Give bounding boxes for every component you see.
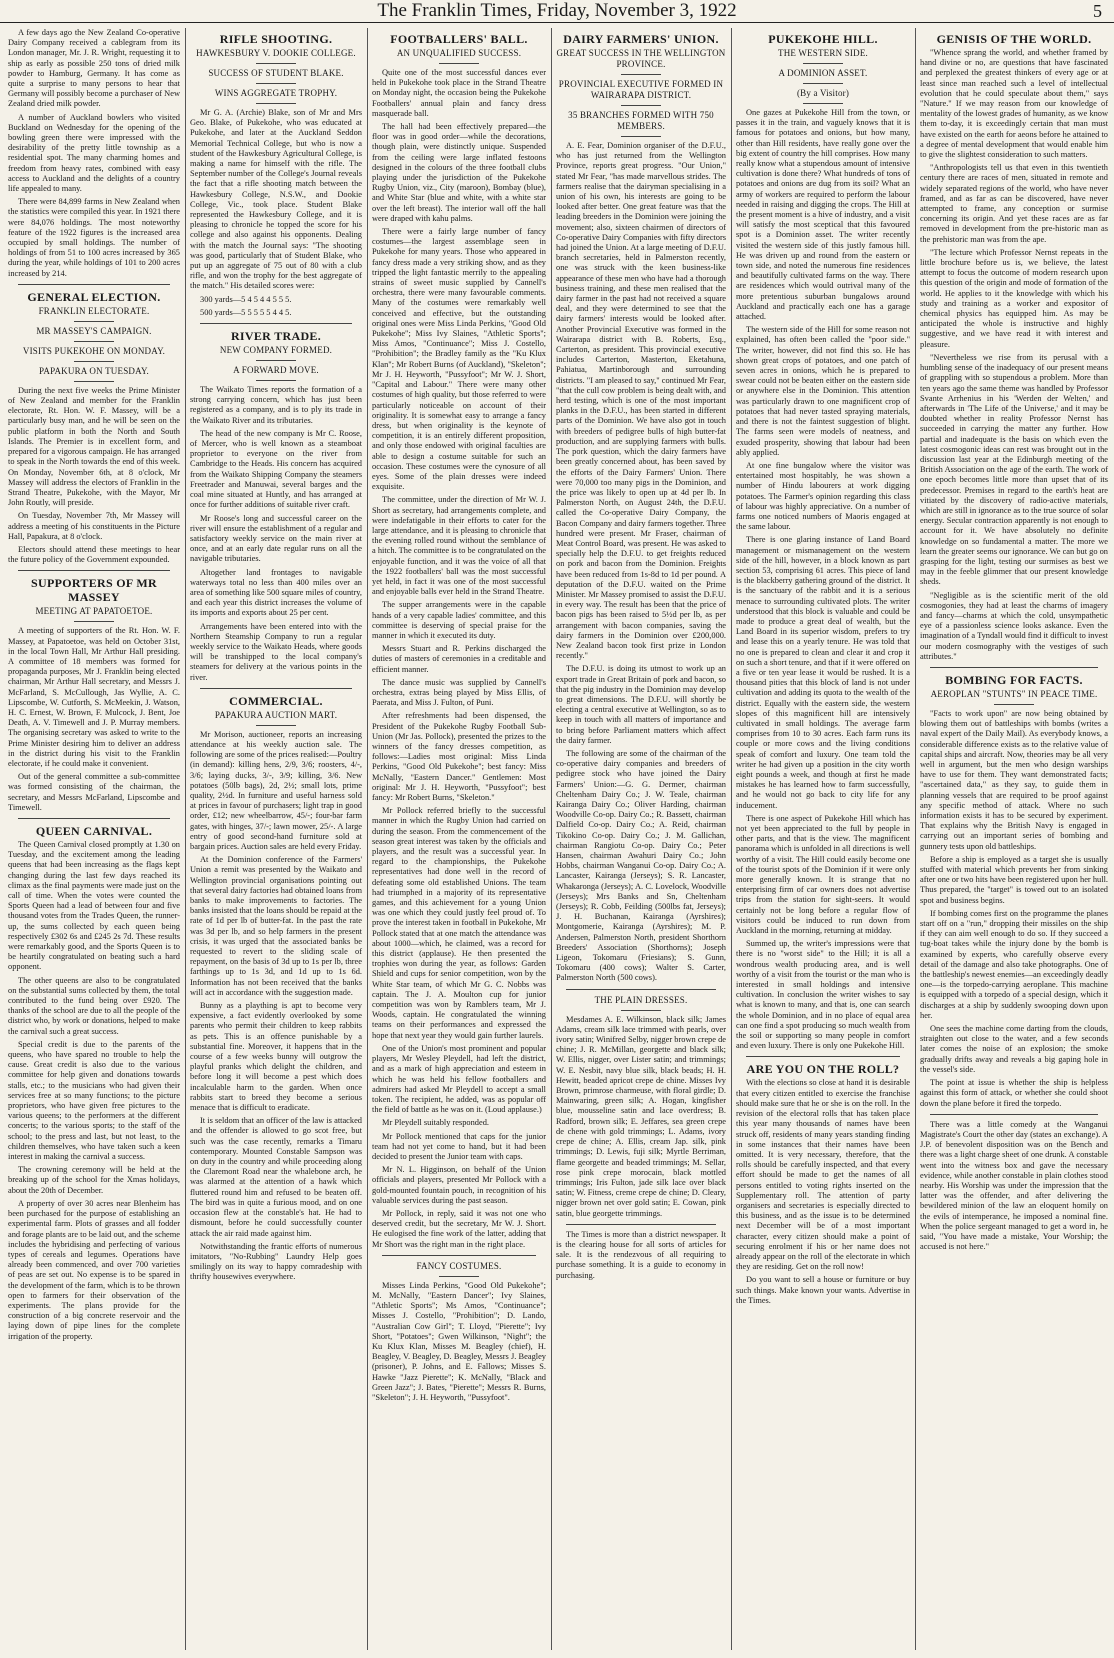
article-paragraph: There were a fairly large number of fancy costumes—the largest assemblage seen in Pukekohe for many years. Those who appeared in fancy dress made a very striking show, and as they tripped the light fantastic merrily to the appealing strains of sweet music supplied by Cannell's orchestra, there were many favourable comments. Many of the costumes were remarkably well conceived and effective, but the outstanding original ones were Miss Linda Perkins, "Good Old Pukekohe"; Miss Ivy Slaines, "Athletic Sports"; Miss Amos, "Continuance"; Miss J. Costello, "Prohibition"; the Bradley family as the "Ku Klux Klan"; Mr Robert Burns (of Auckland), "Skeleton"; Mr J. H. Heyworth, "Pussyfoot"; Mr W. J. Short, "Capital and Labour." There were many other costumes of high quality, but those referred to were particularly noticeable on account of their originality. It is somewhat easy to arrange a fancy dress, but when originality is the keynote of competition, it is an entirely different proposition, and only those endowed with original faculties are able to design a costume suitable for such an occasion. These costumes were the cynosure of all eyes. Some of the plain dresses were indeed exquisite. <box>372 227 546 492</box>
article-paragraph: On Tuesday, November 7th, Mr Massey will address a meeting of his constituents in the Picture Hall, Papakura, at 8 o'clock. <box>8 511 180 541</box>
article-paragraph: The committee, under the direction of Mr W. J. Short as secretary, had arrangements complete, and were indefatigable in their efforts to cater for the large attendance, and it is pleasing to chronicle that the evening rolled round without the semblance of a hitch. The committee is to be congratulated on the enjoyable function, and it was the voice of all that the 1922 footballers' ball was the most successful yet held, in fact it was one of the most successful and enjoyable balls ever held in the Strand Theatre. <box>372 495 546 597</box>
article-divider <box>566 1224 716 1225</box>
article-subheading: MR MASSEY'S CAMPAIGN. <box>36 325 152 336</box>
article-paragraph: Mr Roose's long and successful career on the river will ensure the establishment of a regular and satisfactory weekly service on the main river at once, and at an early date regular runs on all the navigable tributaries. <box>190 513 362 564</box>
subheading-rule <box>256 725 296 726</box>
article-headline: SUPPORTERS OF MR MASSEY <box>31 576 157 605</box>
article-subheading: PROVINCIAL EXECUTIVE FORMED IN WAIRARAPA DISTRICT. <box>558 79 724 100</box>
subheading-rule <box>74 381 114 382</box>
article-headline: ARE YOU ON THE ROLL? <box>746 1062 900 1077</box>
article-subheading: PAPAKURA AUCTION MART. <box>214 709 338 720</box>
article-paragraph: The point at issue is whether the ship is helpless against this form of attack, or whether she could shoot down the plane before it fired the torpedo. <box>920 1078 1108 1108</box>
article-subheading: 35 BRANCHES FORMED WITH 750 MEMBERS. <box>568 110 714 131</box>
article-paragraph: A property of over 30 acres near Blenheim has been purchased for the purpose of establishing an experimental farm. Plots of grasses and all fodder and forage plants are to be laid out, and the scheme includes the hybridising and perfecting of various types of cereals and legumes. Operations have already been commenced, and over 700 varieties of peas are set out. No expense is to be spared in the development of the farm, which is to be thrown open to farmers for their observation of the experiments. The plans provide for the construction of a big concrete reservoir and the laying down of pipe lines for the complete irrigation of the property. <box>8 1198 180 1341</box>
article-paragraph: A. E. Fear, Dominion organiser of the D.F.U., who has just returned from the Wellington Province, reports great progress. "Our Union," stated Mr Fear, "has made marvellous strides. The farmers realise that the dairyman specialising in a union of his own, his interests are going to be looked after better. One great feature was that the leading breeders in the Dominion were joining the movement; also, sixteen chairmen of directors of Co-operative Dairy Companies with fifty directors had joined the Union. At a large meeting of D.F.U. branch secretaries, held in Palmerston recently, one was struck with the keen business-like appearance of these men who have had a thorough business training, and these men realised that the dairy farmer in the past had not received a square deal, and they were determined to see that the dairy farmers' interests would be looked after. Another Provincial Executive was formed in the Wairarapa district with B. Roberts, Esq., Carterton, as president. This provincial executive includes Carterton, Masterton, Eketahuna, Pahiatua, Martinborough and surrounding districts. "I am pleased to say," continued Mr Fear, "that the cull cow problem is being dealt with, and herd testing, which is one of the most important planks in the D.F.U., has been started in different parts of the Dominion. We have also got in touch with breeders of pedigree bulls of high butter-fat production, and are supplying farmers with bulls. The pork question, which the dairy farmers have been greatly concerned about, has been saved by the efforts of the Dairy Farmers' Union. There were 70,000 too many pigs in the Dominion, and the price was likely to open up at 4d per lb. In Palmerston North, on August 24th, the D.F.U. called the Co-operative Dairy Company, the Bacon Company and dairy farmers together. Three hundred were present. Mr Fraser, chairman of Meat Control Board, was present. He was asked to specially help the D.F.U. to get freights reduced on pork and bacon from the Dominion. Freights have been reduced from 1s-8d to 1d per pound. A deputation of the D.F.U. waited on the Prime Minister. Mr Massey promised to assist the D.F.U. in every way. The result has been that the price of bacon pigs has been raised to 5½d per lb, as per arrangement with bacon companies, saving the dairy farmers in the Dominion over £200,000. New Zealand bacon took first prize in London recently." <box>556 141 726 661</box>
article-subheading: (By a Visitor) <box>796 88 850 98</box>
article-headline: COMMERCIAL. <box>229 693 323 708</box>
article-paragraph: The Times is more than a district newspaper. It is the clearing house for all sorts of articles for sale. It is the rendezvous of all requiring to purchase something. It is a guide to economy in purchasing. <box>556 1229 726 1280</box>
article-paragraph: The crowning ceremony will be held at the breaking up of the school for the Xmas holidays, about the 20th of December. <box>8 1165 180 1195</box>
article <box>372 32 546 1250</box>
article-paragraph: The western side of the Hill for some reason not explained, has often been called the "poor side." The writer, however, did not find this so. He has shown great crops of potatoes, and one patch of seven acres in onions, which he is prepared to swear could not be beaten either on the eastern side or anywhere else in the Dominion. This attention was particularly drawn to one magnificent crop of potatoes that had never tasted spraying materials, and there is not the faintest suggestion of blight. The farms seen were models of neatness, and exuded prosperity, showing that labour had been ably applied. <box>736 325 910 457</box>
article <box>8 28 180 279</box>
article-paragraph: The hall had been effectively prepared—the floor was in good order—while the decorations, though plain, were distinctly unique. Suspended from the ceiling were large inflated festoons designed in the colours of the three football clubs playing under the jurisdiction of the Pukekohe Rugby Union, viz., City (maroon), Bombay (blue), and White Star (blue and white, with a white star over the left breast). The interior wall off the hall were draped with kahu palms. <box>372 122 546 223</box>
article-paragraph: There was a little comedy at the Wanganui Magistrate's Court the other day (states an exchange). A J.P. of benevolent disposition was on the Bench and there was a light charge sheet of one drunk. A constable went into the witness box and gave the necessary evidence, while another constable in plain clothes stood nearby. His Worship was under the impression that the latter was the offender, and after delivering the bewildered minion of the law an eloquent homily on the evils of intemperance, he imposed a nominal fine. When the police sergeant managed to get a word in, he said, "You have made a mistake, Your Worship; the accused is not here." <box>920 1119 1108 1252</box>
article <box>190 323 362 683</box>
article-divider <box>18 284 170 285</box>
subheading-rule <box>74 341 114 342</box>
subheading-rule <box>803 83 843 84</box>
article-subheading: A FORWARD MOVE. <box>233 365 319 376</box>
subheading-rule <box>256 103 296 104</box>
article <box>556 1224 726 1281</box>
article-subheading: NEW COMPANY FORMED. <box>219 345 333 356</box>
article-paragraph: One sees the machine come darting from the clouds, straighten out close to the water, and a few seconds later comes the noise of an explosion; the smoke gradually drifts away and reveals a big gaping hole in the vessel's side. <box>920 1024 1108 1074</box>
article-paragraph: A number of Auckland bowlers who visited Buckland on Wednesday for the opening of the bowling green there were impressed with the desirability of the pretty little township as a residential spot. The many charming homes and freedom from heavy rates, combined with easy access to Auckland and the delights of a country life appealed to many. <box>8 112 180 194</box>
article-paragraph: Mr Pollock, in reply, said it was not one who deserved credit, but the secretary, Mr W. J. Short. He eulogised the fine work of the latter, adding that Mr Short was the right man in the right place. <box>372 1208 546 1249</box>
subheading-rule <box>74 621 114 622</box>
subheading-rule <box>74 321 114 322</box>
article <box>736 32 910 1051</box>
page-number: 5 <box>1093 1 1102 21</box>
subheading-rule <box>994 704 1034 705</box>
article-divider <box>200 323 352 324</box>
article <box>920 1114 1108 1253</box>
subheading-rule <box>621 74 661 75</box>
article-paragraph: One gazes at Pukekohe Hill from the town, or passes it in the train, and vaguely knows that it is famous for potatoes and onions, but how many, other than Hill residents, have really gone over the big extent of country the hill comprises. How many really know what a stupendous amount of intensive cultivation is done there? What hundreds of tons of potatoes and onions are dug from its soil? What an army of workers are required to perform the labour needed in raising and digging the crops. The Hill at the present moment is a hive of industry, and a visit will satisfy the most sceptical that this favoured spot is a Dominion asset. The writer recently visited the western side of this justly famous hill. He was driven up and round from the eastern or town side, and noted the numerous fine residences and beautifully cultivated farms on the way. There are residences which would outrival many of the more pretentious suburban bungalows around Auckland and practically each one has a garage attached. <box>736 108 910 322</box>
article-paragraph: The dance music was supplied by Cannell's orchestra, extras being played by Miss Ellis, of Paerata, and Miss J. Fulton, of Puni. <box>372 677 546 708</box>
article-subheading: AN UNQUALIFIED SUCCESS. <box>396 48 522 58</box>
article-paragraph: 300 yards—5 4 5 4 4 5 5 5. <box>200 294 292 304</box>
article-paragraph: Messrs Stuart and R. Perkins discharged the duties of masters of ceremonies in a creditable and efficient manner. <box>372 644 546 674</box>
article-paragraph: "Facts to work upon" are now being obtained by blowing them out of battleships with bombs (writes a naval expert of the Daily Mail). As everybody knows, a considerable difference exists as to the relative value of capital ships and aircraft. Now, theories may be all very well in argument, but the men who design warships have to use for them. They want demonstrated facts; "ascertained data," as they say, to guide them in planning vessels that are required to be proof against any specific method of attack. Where no such information exists it has to be secured by experiment. That explains why the British Navy is engaged in carrying out an important series of bombing and gunnery tests upon old battleships. <box>920 708 1108 851</box>
column-4 <box>552 28 730 1650</box>
article-divider <box>18 818 170 819</box>
subheading-rule <box>621 105 661 106</box>
subheading-rule <box>803 63 843 64</box>
article-divider <box>746 1056 900 1057</box>
column-1 <box>4 28 184 1650</box>
article-paragraph: The Waikato Times reports the formation of a strong carrying concern, which has just been registered as a company, and is to ply its trade in the Waikato River and its tributaries. <box>190 385 362 425</box>
article <box>8 284 180 565</box>
article-paragraph: Altogether land frontages to navigable waterways total no less than 400 miles over an area of something like 500 square miles of country, and each year this district increases the volume of its imports and exports about 25 per cent. <box>190 567 362 618</box>
article-divider <box>930 667 1098 668</box>
article-paragraph: Arrangements have been entered into with the Northern Steamship Company to run a regular weekly service to the Waikato Heads, where goods will be transhipped to the local company's steamers for delivery at the various points in the river. <box>190 621 362 682</box>
article-paragraph: "Whence sprang the world, and whether framed by hand divine or no, are questions that have fascinated and perplexed the greatest thinkers of every age or at least since man reached such a level of intellectual evolution that he could speculate about them," says "Nature." If we may reason from our knowledge of mentality of the lowest grades of humanity, as we know them to-day, it is exceedingly certain that man must have existed on the earth for aeons before he attained to a degree of mental development that would enable him to give the slightest consideration to such matters. <box>920 48 1108 160</box>
article <box>556 989 726 1219</box>
article-subheading: THE WESTERN SIDE. <box>778 48 868 58</box>
article-paragraph: During the next five weeks the Prime Minister of New Zealand and member for the Franklin electorate, Rt. Hon. W. F. Massey, will be a particularly busy man, and he will be seen on the public platform in both the North and South Islands. The Premier is in excellent form, and prepared for a vigorous campaign. He has arranged to speak in the North towards the end of this week. On Monday, November 6th, at 8 o'clock, Mr Massey will address the electors of Franklin in the Strand Theatre, Pukekohe, with the Mayor, Mr John Routly, will preside. <box>8 385 180 508</box>
article-paragraph: There is one aspect of Pukekohe Hill which has not yet been appreciated to the full by people in other parts, and that is the view. The magnificent panorama which is unfolded in all directions is well worthy of a visit. The Hill could easily become one of the tourist spots of the Dominion if it were only more generally known. It is strange that no enterprising firm of car owners does not advertise trips from the station for sight-seers. It would certainly not be long before a regular flow of visitors could be induced to run down from Auckland in the morning, returning at midday. <box>736 813 910 936</box>
article-headline: QUEEN CARNIVAL. <box>35 823 153 838</box>
article-paragraph: The Queen Carnival closed promptly at 1.30 on Tuesday, and the excitement among the leading queens that had been increasing as the flags kept changing during the last few days reached its climax as the final payments were made just on the call of time. When the votes were counted the Sports Queen had a lead of between four and five thousand votes from the Trades Queen, the runner-up, the sums collected by each queen being respectively £302 6s and £245 2s 7d. These results were remarkably good, and the Sports Queen is to be heartily congratulated on beating such a hard opponent. <box>8 839 180 972</box>
article-paragraph: The following are some of the chairman of the co-operative dairy companies and breeders of pedigree stock who have joined the Dairy Farmers' Union:—G. G. Dermer, chairman Cheltenham Dairy Co.; J. W. Teale, chairman Kairanga Dairy Co.; Oliver Harding, chairman Woodville Co-op. Dairy Co.; R. Bassett, chairman Dalfield Co-op. Dairy Co.; A. Reid, chairman Tikokino Co-op. Dairy Co.; J. M. Gallichan, chairman Rangiotu Co-op. Dairy Co.; Peter Hansen, chairman Awahuri Dairy Co.; John Hobbs, chairman Wanganui Co-op. Dairy Co.; A. Lancaster, Kairanga (Jerseys); S. R. Lancaster, Whakaronga (Jerseys); A. C. Lovelock, Woodville (Jerseys); Mrs Banks and Sn, Cheltenham (Jerseys); R. Cobb, Feilding (500lbs fat, Jerseys); J. H. Buchanan, Kairanga (Ayrshires); Montgomerie, Kairanga (Ayrshires); M. P. Andersen, Palmerston North, president Shorthorn Breeders' Association (Shorthorns); Joseph Ligeon, Tokomaru (Friesians); S. Gunn, Tokomaru (400 cows); Walter S. Carter, Palmerston North (500 cows). <box>556 748 726 983</box>
subheading-rule <box>803 103 843 104</box>
article-divider <box>200 688 352 689</box>
article-paragraph: Mesdames A. E. Wilkinson, black silk; James Adams, cream silk lace trimmed with pearls, over ivory satin; Winifred Selby, nigger brown crepe de chine; J. R. McMillan, georgette and black silk; W. Ellis, nigger, over Lister satin; and trimmings; W. E. Nesbit, navy blue silk, black beads; H. H. Hewitt, beaded apricot crepe de chine. Misses Ivy Brown, primrose charmeuse, with floral girdle; D. Mainwaring, green silk; A. Hogan, kingfisher blue, mousseline satin and lace overdress; B. Radford, brown silk; E. Jeffares, sea green crepe de chene with gold trimmings; L. Adams, ivory crepe de chine; A. Ellis, cream Jap. silk, pink trimmings; D. Lewis, fuji silk; Myrtle Berriman, flame georgette and beaded trimmings; M. Sellar, rose pink crepe morocain, black mottled trimmings; Iris Fulton, jade silk lace over black satin; W. Fitness, creme crepe de chine; D. Cleary, nigger brown net over gold satin; E. Cowan, pink satin, blue georgette trimmings. <box>556 1014 726 1218</box>
subheading-rule <box>439 1276 479 1277</box>
article-paragraph: There is one glaring instance of Land Board management or mismanagement on the western side of the hill, however, in a block known as part section 53, comprising 61 acres. This piece of land is the blackberry gathering ground of the district. It is the sanctuary of the rabbit and it is a serious menace to surrounding cultivated plots. The writer understood that this block is valuable and could be made to produce a great deal of wealth, but the Land Board in its superior wisdom, prefers to try and lease this on a yearly tenure. He was told that no one is prepared to clean and clear it and crop it on such a short tenure, and that if it were offered on a five or ten year lease it would be rushed. It is a thousand pities that this block of land is not under cultivation and adding its quota to the wealth of the district. Equally with the eastern side, the western slopes of this magnificent hill are intensively cultivated in small holdings. The average farm comprises from 10 to 30 acres. Each farm runs its couple or more cows and the living conditions speak of comfort and luxury. One team told the writer he had given up a position in the city worth eight pounds a week, and though at first he made mistakes he has learned how to farm successfully, and he would not go back to city life for any inducement. <box>736 535 910 810</box>
article-paragraph: Mr Pleydell suitably responded. <box>382 1118 489 1128</box>
article-paragraph: Special credit is due to the parents of the queens, who have spared no trouble to help the cause. Great credit is also due to the various committee for help given and donations towards stalls, etc.; to the musicians who had given their services free at so many functions; to the picture proprietors, who have given free pictures to the various queens; to the performers at the different concerts; to the various sports; to the staff of the school; to the press and last, but not least, to the children themselves, who have taken such a keen interest in making the carnival a success. <box>8 1039 180 1162</box>
article-paragraph: The supper arrangements were in the capable hands of a very capable ladies' committee, and this committee is deserving of special praise for the manner in which it executed its duty. <box>372 600 546 640</box>
article-paragraph: Out of the general committee a sub-committee was formed consisting of the chairman, the secretary, and Messrs McFarland, Lipscombe and Timewell. <box>8 772 180 812</box>
article-subheading: FRANKLIN ELECTORATE. <box>38 305 150 316</box>
article-paragraph: At the Dominion conference of the Farmers' Union a remit was presented by the Waikato and Wellington provincial organisations pointing out that several dairy factories had obtained loans from banks to make improvements to factories. The banks insisted that the loans should be repaid at the rate of 1d per lb of butter-fat. In the past the rate was 3d per lb, and so help farmers in the present crisis, it was urged that the associated banks be requested to revert to the sliding scale of repayment, on the basis of 3d up to 1s per lb, three farthings up to 1s 3d, and 1d up to 1s 6d. Information has not been received that the banks will act in accordance with the suggestion made. <box>190 855 362 997</box>
article-paragraph: "Anthropologists tell us that even in this twentieth century there are races of men, situated in remote and widely separated regions of the world, who have never framed, and as far as can be discovered, have never attempted to frame, any conception or surmise concerning its origin. And yet these races are as far removed in development from the pre-historic man as the prehistoric man was from the ape. <box>920 163 1108 244</box>
subheading-rule <box>256 63 296 64</box>
article-paragraph: 500 yards—5 5 5 5 5 4 4 5. <box>200 307 292 317</box>
article-paragraph: Quite one of the most successful dances ever held in Pukekohe took place in the Strand Theatre on Monday night, the occasion being the Pukekohe Footballers' annual plain and fancy dress masquerade ball. <box>372 68 546 118</box>
article <box>556 32 726 984</box>
article <box>736 1056 910 1305</box>
article-paragraph: Bunny as a plaything is apt to become very expensive, a fact evidently overlooked by some parents who permit their children to keep rabbits as pets. This is an offence punishable by a substantial fine. Moreover, it happens that in the course of a few weeks bunny will outgrow the playful pranks which delight the children, and before long it will become a pest which does incalculable harm to the garden. When once rabbits start to breed they become a serious menace that is difficult to eradicate. <box>190 1001 362 1113</box>
article-headline: DAIRY FARMERS' UNION. <box>563 32 719 46</box>
masthead-title: The Franklin Times, Friday, November 3, 1922 <box>377 0 737 21</box>
article-subheading: HAWKESBURY V. DOOKIE COLLEGE. <box>196 48 356 58</box>
article <box>8 818 180 1342</box>
article-headline: BOMBING FOR FACTS. <box>945 672 1083 687</box>
article-paragraph: Notwithstanding the frantic efforts of numerous imitators, "No-Rubbing" Laundry Help goes smilingly on its way to happy comradeship with thrifty housewives everywhere. <box>190 1241 362 1282</box>
article-paragraph: It is seldom that an officer of the law is attacked and the offender is allowed to go scot free, but such was the case recently, remarks a Timaru contemporary. Mounted Constable Sampson was on duty in the country and while proceeding along the Claremont Road near the whalebone arch, he was alarmed at the attention of a hawk which fluttered round him and refused to be beaten off. The bird was in quite a furious mood, and on one occasion flew at the constable's hat. He had to dismount, before he could successfully counter attack the air raid made against him. <box>190 1116 362 1238</box>
article <box>920 667 1108 1109</box>
article <box>190 688 362 1283</box>
subheading-rule <box>74 361 114 362</box>
article-headline: FOOTBALLERS' BALL. <box>390 32 528 46</box>
article-subheading: GREAT SUCCESS IN THE WELLINGTON PROVINCE. <box>556 48 726 69</box>
column-2 <box>186 28 366 1650</box>
article-headline: PUKEKOHE HILL. <box>768 32 878 46</box>
article-headline: RIVER TRADE. <box>230 329 322 344</box>
article-subheading: FANCY COSTUMES. <box>416 1260 502 1271</box>
subheading-rule <box>256 360 296 361</box>
column-6 <box>916 28 1112 1650</box>
article-paragraph: Misses Linda Perkins, "Good Old Pukekohe"; M. McNally, "Eastern Dancer"; Ivy Slaines, "Athletic Sports"; Ms Amos, "Continuance"; Misses J. Costello, "Prohibition"; D. Lando, "Australian Cow Girl"; T. Lloyd, "Pierette"; Ivy Short, "Potatoes"; Gwen Wilkinson, "Night"; the Ku Klux Klan, Misses M. Beagley (chief), H. Beagley, V. Beagley, D. Beagley, Messrs J. Beagley (prisoner), P. Johns, and E. Fallows; Misses S. Hawke "Jazz Pierette"; K. McNally, "Black and Green Jazz"; J. Bates, "Pierette"; Messrs R. Burns, "Skeleton"; J. H. Heyworth, "Pussyfoot". <box>372 1280 546 1402</box>
subheading-rule <box>621 136 661 137</box>
article <box>920 32 1108 662</box>
article-subheading: WINS AGGREGATE TROPHY. <box>214 88 338 98</box>
article-subheading: A DOMINION ASSET. <box>778 68 868 78</box>
article-subheading: VISITS PUKEKOHE ON MONDAY. <box>22 345 166 356</box>
article-subheading: AEROPLAN "STUNTS" IN PEACE TIME. <box>930 688 1098 699</box>
subheading-rule <box>256 380 296 381</box>
article-divider <box>18 570 170 571</box>
article-paragraph: Before a ship is employed as a target she is usually stuffed with material which prevents her from sinking after one or two hits have been registered upon her hull. Thus prepared, the "target" is towed out to an isolated spot and business begins. <box>920 854 1108 905</box>
article <box>372 1255 546 1403</box>
article-subheading: SUCCESS OF STUDENT BLAKE. <box>208 68 344 78</box>
article <box>8 570 180 813</box>
article-paragraph: If bombing comes first on the programme the planes start off on a "run," dropping their missiles on the ship if they can aim well enough to do so. If they succeed a tug-boat takes while the injury done by the bomb is examined by experts, who carefully observe every detail of the damage and also take photographs. One of the battleship's newest enemies—an exceedingly deadly one—is the torpedo-carrying aeroplane. This machine is equipped with a torpedo of a special design, which it discharges at a ship by suddenly swooping down upon her. <box>920 908 1108 1020</box>
article-divider <box>566 989 716 990</box>
article-paragraph: "The lecture which Professor Nernst repeats in the little brochure before us is, we believe, the latest attempt to focus the outcome of modern research upon this question of the origin and mode of formation of the world. He applies to it the knowledge with which his study and training as a worker and expositor of chemical physics has equipped him. As may be anticipated the whole is instructive and highly suggestive, and we have read it with interest and pleasure. <box>920 247 1108 349</box>
masthead <box>0 0 1114 23</box>
article-paragraph: A meeting of supporters of the Rt. Hon. W. F. Massey, at Papatoetoe, was held on October 31st, in the local Town Hall, Mr Arthur Hall presiding. A committee of 18 members was formed for propaganda purposes, Mr J. Franklin being elected chairman, Mr Arthur Hall secretary, and Messrs J. McFarland, S. McCullough, Jas Wyllie, A. C. Lipscombe, W. Cutforth, S. McMeekin, J. Watson, H. C. Ernest, W. Brown, F. Mulcock, J. Bent, Joe Death, A. V. Timewell and J. P. Murray members. The organising secretary was asked to write to the Prime Minister desiring him to deliver an address in the district during his visit to the Franklin electorate, if he could make it convenient. <box>8 626 180 768</box>
article-paragraph: Summed up, the writer's impressions were that there is no "worst side" to the Hill; it is all a wondrous wealth producing area, and is well worthy of a visit from the tourist or the man who is interested in small holdings and intensive cultivation. In conclusion the writer wishes to say what is known to many, and that is, one can search the whole Dominion, and in no place of equal area can one find a spot producing so much wealth from the soil or supporting so many people in comfort and even luxury. There is only one Pukekohe Hill. <box>736 939 910 1051</box>
article-headline: RIFLE SHOOTING. <box>219 32 333 46</box>
article-paragraph: Do you want to sell a house or furniture or buy such things. Make known your wants. Advertise in the Times. <box>736 1275 910 1305</box>
article-paragraph: One of the Union's most prominent and popular players, Mr Wesley Pleydell, had left the district, and as a mark of high appreciation and esteem in which he was held his fellow footballers and admirers had asked Mr Pleydell to accept a small token. The recipient, he added, was as popular off the field of battle as he was on it. (Loud applause.) <box>372 1043 546 1115</box>
article-paragraph: There were 84,899 farms in New Zealand when the statistics were compiled this year. In 1921 there were 84,076 holdings. The most noteworthy feature of the 1922 figures is the increased area occupied by small holdings. The number of holdings of from 51 to 100 acres increased by 365 during the year, while holdings of 101 to 200 acres increased by 214. <box>8 197 180 278</box>
article-paragraph: Mr Pollock referred briefly to the successful manner in which the Rugby Union had carried on during the season. From the commencement of the season great interest was taken by the officials and players, and the result was a successful year. In regard to the championships, the Pukekohe representatives had done well in the record of defeating some old established Unions. The team had triumphed in a majority of its representative games, and this achievement for a young Union was one which they could justly feel proud of. To prove the interest taken in football in Pukekohe, Mr Pollock stated that at one match the attendance was about 1000—which, he claimed, was a record for this district (applause). He then presented the trophies won during the year, as follows: Garden Shield and cups for senior competition, won by the White Star team, of which Mr G. C. Nobbs was captain. The J. A. Moulton cup for junior competition was won by Ramblers team, Mr J. Woods, captain. He congratulated the winning teams on their performances and expressed the hope that next year they would gain further laurels. <box>372 806 546 1040</box>
article-paragraph: At one fine bungalow where the visitor was entertained most hospitably, he was shown a number of Hindu labourers at work digging potatoes. The Farmer's opinion regarding this class of labour was highly appreciative. On a number of farms one noticed numbers of Maoris engaged at the same labour. <box>736 460 910 532</box>
article-paragraph: The other queens are also to be congratulated on the substantial sums collected by them, the total contributed to the fund being over £920. The thanks of the school are due to all the people of the district who, by work or donations, helped to make the carnival such a great success. <box>8 975 180 1036</box>
article-divider <box>930 1114 1098 1115</box>
article-paragraph: "Nevertheless we rise from its perusal with a humbling sense of the inadequacy of our present means of grappling with so stupendous a problem. More than ten years ago the same theme was handled by Professor Svante Arrhenius in his 'Werden der Welten,' and afterwards in 'The Life of the Universe,' and it may be doubted whether in reality Professor Nernst has succeeded in carrying the matter any further. How partial and inadequate is the basis on which even the latest cosmogonic ideas can rest was brought out in the discussion last year at the Edinburgh meeting of the British Association on the age of the earth. The work of one epoch becomes little more than upset that of its predecessor. Premises in regard to the earth's heat are vitiated by the discovery of radio-active materials, which are still in ignorance as to the true source of solar energy. Secular contraction apparently is not enough to account for it. We have absolutely no definite knowledge on so fundamental a matter. The more we learn the greater seems our ignorance. We can but go on grasping for the light, testing our surmises as best we may in the feeble glimmer that our present knowledge sheds. <box>920 352 1108 587</box>
article-headline: GENISIS OF THE WORLD. <box>936 32 1092 46</box>
article-paragraph: Mr N. L. Higginson, on behalf of the Union officials and players, presented Mr Pollock with a gold-mounted fountain pouch, in recognition of his valuable services during the past season. <box>372 1165 546 1205</box>
subheading-rule <box>256 83 296 84</box>
article-paragraph: A few days ago the New Zealand Co-operative Dairy Company received a cablegram from its London manager, Mr. J. R. Wright, requesting it to ship as early as possible 250 tons of dried milk powder to Hamburg, Germany. It has come as quite a surprise to many persons to hear that Germany will possibly become a purchaser of New Zealand dried milk powder. <box>8 28 180 109</box>
article-subheading: THE PLAIN DRESSES. <box>594 994 688 1005</box>
article-paragraph: Mr G. A. (Archie) Blake, son of Mr and Mrs Geo. Blake, of Pukekohe, who was educated at Pukekohe, and later at the Auckland Seddon Memorial Technical College, but who is now a student of the Hawkesbury Agricultural College, is making a name for himself with the rifle. The September number of the College's Journal reveals the fact that a rifle shooting match between the Hawkesbury College, N.S.W., and Dookie College, Vic., took place. Student Blake represented the Hawkesbury College, and it is pleasing to chronicle he topped the score for his college and also against his opponents. Dealing with the match the Journal says: "The shooting was good, particularly that of Student Blake, who put up an aggregate of 75 out of 80 with a club rifle, and won the trophy for the best aggregate of the match." His detailed scores were: <box>190 108 362 291</box>
article-headline: GENERAL ELECTION. <box>27 289 161 304</box>
article-paragraph: Mr Pollock mentioned that caps for the junior team had not yet come to hand, but it had been decided to present the Junior team with caps. <box>372 1131 546 1161</box>
article-paragraph: After refreshments had been dispensed, the President of the Pukekohe Rugby Football Sub-Union (Mr Jas. Pollock), presented the prizes to the winners of the fancy dresses competition, as follows:—Ladies most original: Miss Linda Perkins, "Good Old Pukekohe"; best fancy: Miss McNally, "Eastern Dancer." Gentlemen: Most original: Mr J. H. Heyworth, "Pussyfoot"; best fancy: Mr Robert Burns, "Skeleton." <box>372 711 546 803</box>
article-paragraph: "Negligible as is the scientific merit of the old cosmogonies, they had at least the charms of imagery and fancy—charms at which the cold, unsympathetic eye of a passionless science looks askance. Even the imagination of a Tyndall would find it difficult to invest our modern cosmography with the vestiges of such attributes." <box>920 590 1108 661</box>
article <box>190 32 362 318</box>
column-3 <box>368 28 550 1650</box>
subheading-rule <box>439 63 479 64</box>
subheading-rule <box>621 1010 661 1011</box>
article-divider <box>382 1255 536 1256</box>
article-paragraph: The head of the new company is Mr C. Roose, of Mercer, who is well known as a steamboat proprietor to everyone on the river from Cambridge to the Heads. His concern has acquired from the Waikato Shipping Company the steamers Freetrader and Manuwai, several barges and the coal mine situated at Huntly, and has arranged at once for further additions of suitable river craft. <box>190 428 362 510</box>
article-paragraph: With the elections so close at hand it is desirable that every citizen entitled to exercise the franchise should make sure that he or she is on the roll. In the revision of the electoral rolls that has taken place this year many thousands of names have been struck off, residents of many years standing finding in some instances that their names have been omitted. It is very necessary, therefore, that the rolls should be carefully inspected, and that every effort should be made to get the names of all persons entitled to voting rights inserted on the Supplementary roll. The attention of party organisers and secretaries is especially directed to this business, and as the issue is to be determined next December will be of a most important character, every citizen should make a point of securing enrolment if his or her name does not already appear on the roll of the electorate in which they are residing. Get on the roll now! <box>736 1078 910 1272</box>
article-subheading: MEETING AT PAPATOETOE. <box>35 606 153 617</box>
article-paragraph: Mr Morison, auctioneer, reports an increasing attendance at his weekly auction sale. The following are some of the prices realised:—Poultry (in demand): killing hens, 2/9, 3/6; roosters, 4/-, 3/6; laying ducks, 3/-, 3/9; killing, 3/6. New potatoes (50lb bags), 2d, 2½; small lots, prime quality, 2½d. In furniture and useful harness sold at prices in favour of purchasers; light trap in good order, £12; new wheelbarrow, 45/-; four-bar farm gates, with hinges, 37/-; lawn mower, 25/-. A large entry of good second-hand furniture sold at bargain prices. Auction sales are held every Friday. <box>190 729 362 851</box>
article-paragraph: Electors should attend these meetings to hear the future policy of the Government expounded. <box>8 544 180 565</box>
article-subheading: PAPAKURA ON TUESDAY. <box>39 365 149 376</box>
column-5 <box>732 28 914 1650</box>
article-paragraph: The D.F.U. is doing its utmost to work up an export trade in Great Britain of pork and bacon, so that the pig industry in the Dominion may develop to great dimensions. The D.F.U. will shortly be electing a central executive at Wellington, so as to keep in touch with all matters of importance and to bring before Parliament matters which affect the dairy farmer. <box>556 664 726 745</box>
